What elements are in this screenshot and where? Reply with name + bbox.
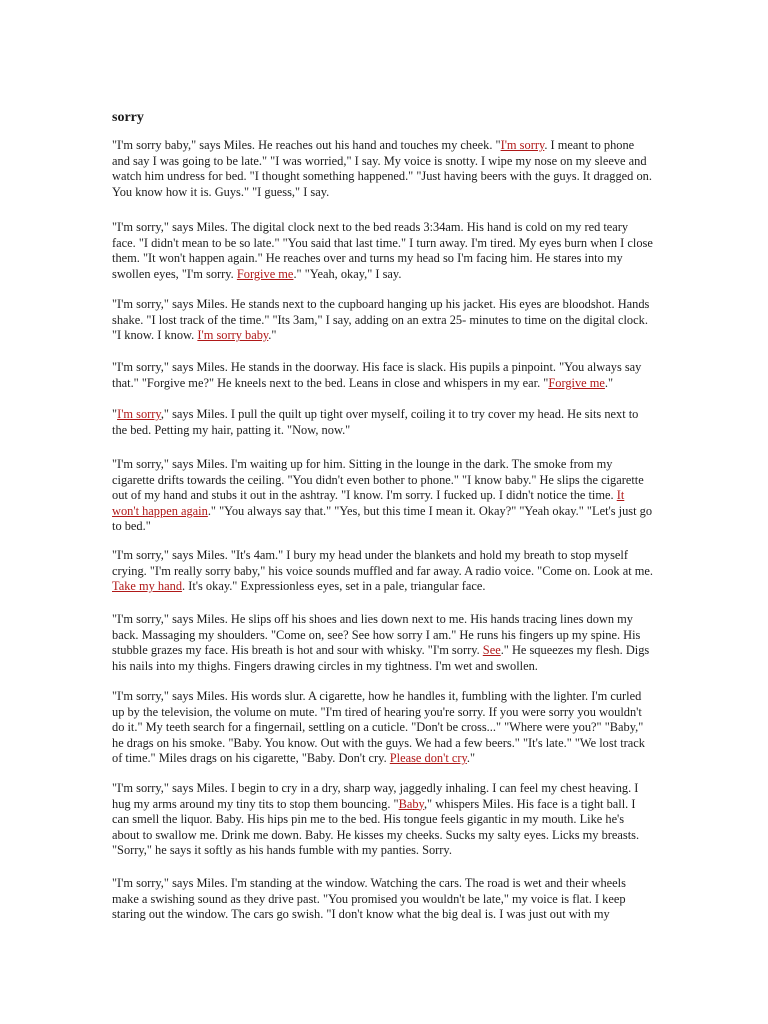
- text-run: ." He squeezes my flesh. Digs his nails into my thighs. Fingers drawing circles in my tightness. I'm wet and swollen.: [112, 643, 650, 673]
- paragraph-2: [112, 220, 654, 282]
- text-run: "I'm sorry," says Miles. His words slur. A cigarette, how he handles it, fumbling with the lighter. I'm curled up by the television, the volume on mute. "I'm tired of hearing you're sorry. If you were sorry you wouldn't do it." My teeth search for a fingernail, settling on a cuticle. "Don't be cross..." "Where were you?" "Baby," he drags on his smoke. "Baby. You know. Out with the guys. We had a few beers." "It's late." "We lost track of time." Miles drags on his cigarette, "Baby. Don't cry.: [112, 689, 645, 766]
- text-run: ." "Yeah, okay," I say.: [293, 266, 402, 281]
- text-run: "I'm sorry," says Miles. The digital clock next to the bed reads 3:34am. His hand is cold on my red teary face. "I didn't mean to be so late." "You said that last time." I turn away. I'm tired. My eyes burn when I close them. "It won't happen again." He reaches over and turns my head so I'm facing him. He stares into my swollen eyes, "I'm sorry.: [112, 220, 653, 281]
- text-run: ," whispers Miles. His face is a tight ball. I can smell the liquor. Baby. His hips pin me to the bed. His tongue feels gigantic in my mouth. Like he's about to swallow me. Drink me down. Baby. He kisses my cheeks. Sucks my salty eyes. Licks my breasts. "Sorry," he says it softly as his hands fumble with my panties. Sorry.: [112, 796, 640, 858]
- text-run: ," says Miles. I pull the quilt up tight over myself, coiling it to try cover my head. He sits next to the bed. Petting my hair, patting it. "Now, now.": [112, 407, 639, 437]
- text-run: "I'm sorry," says Miles. He stands next to the cupboard hanging up his jacket. His eyes are bloodshot. Hands shake. "I lost track of the time." "Its 3am," I say, adding on an extra 25- minutes to time on the digital clock. "I know. I know.: [112, 297, 650, 343]
- text-run: "I'm sorry," says Miles. "It's 4am." I bury my head under the blankets and hold my breath to stop myself crying. "I'm really sorry baby," his voice sounds muffled and far away. A radio voice. "Come on. Look at me.: [112, 548, 654, 578]
- hyperlink[interactable]: Forgive me: [548, 375, 605, 390]
- hyperlink[interactable]: Please don't cry: [389, 751, 467, 766]
- paragraph-8: [112, 612, 654, 674]
- hyperlink[interactable]: I'm sorry baby: [197, 328, 269, 343]
- text-run: "I'm sorry," says Miles. I'm waiting up for him. Sitting in the lounge in the dark. The smoke from my cigarette drifts towards the ceiling. "You didn't even bother to phone." "I know baby." He slips the cigarette out of my hand and stubs it out in the ashtray. "I know. I'm sorry. I fucked up. I didn't notice the time.: [112, 457, 644, 503]
- text-run: "I'm sorry," says Miles. I'm standing at the window. Watching the cars. The road is wet and their wheels make a swishing sound as they drive past. "You promised you wouldn't be late," my voice is flat. I keep staring out the window. The cars go swish. "I don't know what the big deal is. I was just out with my: [112, 876, 626, 922]
- text-run: . It's okay." Expressionless eyes, set in a pale, triangular face.: [182, 579, 486, 594]
- paragraph-5: [112, 407, 654, 438]
- paragraph-4: [112, 360, 654, 391]
- paragraph-11: [112, 876, 654, 923]
- text-run: . I meant to phone and say I was going to be late." "I was worried," I say. My voice is snotty. I wipe my nose on my sleeve and watch him undress for bed. "I thought something happened." "Just having beers with the guys. It dragged on. You know how it is. Guys." "I guess," I say.: [112, 138, 652, 199]
- text-run: .": [466, 751, 476, 766]
- paragraph-1: [112, 138, 654, 200]
- text-run: "I'm sorry," says Miles. He stands in the doorway. His face is slack. His pupils a pinpoint. "You always say that." "Forgive me?" He kneels next to the bed. Leans in close and whispers in my ear. ": [112, 360, 642, 390]
- text-run: "I'm sorry," says Miles. He slips off his shoes and lies down next to me. His hands tracing lines down my back. Massaging my shoulders. "Come on, see? See how sorry I am." He runs his fingers up my spine. His stubble grazes my face. His breath is hot and sour with whisky. "I'm sorry.: [112, 612, 641, 658]
- hyperlink[interactable]: Take my hand: [112, 579, 183, 594]
- text-run: .": [268, 328, 277, 343]
- hyperlink[interactable]: I'm sorry: [500, 138, 545, 152]
- hyperlink[interactable]: It won't happen again: [112, 488, 625, 518]
- text-run: "I'm sorry," says Miles. I begin to cry in a dry, sharp way, jaggedly inhaling. I can feel my chest heaving. I hug my arms around my tiny tits to stop them bouncing. ": [112, 781, 639, 811]
- hyperlink[interactable]: I'm sorry: [117, 407, 161, 421]
- hyperlink[interactable]: Forgive me: [236, 266, 294, 281]
- document-title: sorry: [112, 110, 144, 125]
- text-run: ": [112, 407, 118, 421]
- paragraph-3: [112, 297, 654, 344]
- hyperlink[interactable]: Baby: [398, 796, 424, 811]
- text-run: ." "You always say that." "Yes, but this time I mean it. Okay?" "Yeah okay." "Let's just go to bed.": [112, 503, 653, 534]
- text-run: "I'm sorry baby," says Miles. He reaches out his hand and touches my cheek. ": [112, 138, 501, 152]
- paragraph-7: [112, 548, 654, 595]
- text-run: .": [604, 375, 614, 390]
- paragraph-6: [112, 457, 654, 535]
- hyperlink[interactable]: See: [482, 643, 501, 658]
- paragraph-9: [112, 689, 654, 767]
- paragraph-10: [112, 781, 654, 859]
